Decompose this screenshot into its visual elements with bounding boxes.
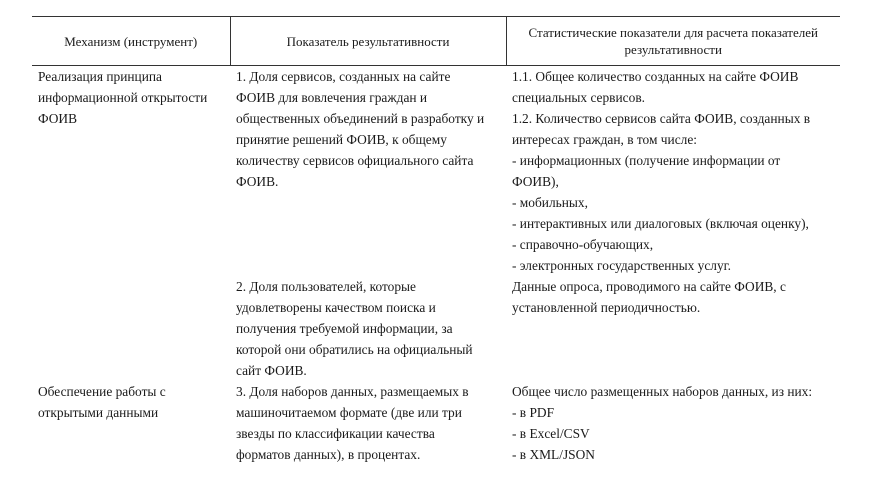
text-line: - в PDF	[512, 405, 555, 420]
text-line: - в Excel/CSV	[512, 426, 590, 441]
text-line: звезды по классификации качества	[236, 426, 435, 441]
stats-cell	[506, 276, 840, 381]
table-row	[32, 66, 840, 277]
text-line: - интерактивных или диалоговых (включая оценку),	[512, 216, 809, 231]
text-line: Реализация принципа	[38, 69, 162, 84]
text-line: установленной периодичностью.	[512, 300, 701, 315]
text-line: машиночитаемом формате (две или три	[236, 405, 462, 420]
text-line: получения требуемой информации, за	[236, 321, 453, 336]
text-line: Обеспечение работы с	[38, 384, 166, 399]
text-line: 2. Доля пользователей, которые	[236, 279, 416, 294]
text-line: ФОИВ),	[512, 174, 559, 189]
header-indicator: Показатель результативности	[230, 17, 506, 66]
text-line: удовлетворены качеством поиска и	[236, 300, 436, 315]
text-line: 1. Доля сервисов, созданных на сайте	[236, 69, 451, 84]
header-mechanism: Механизм (инструмент)	[32, 17, 230, 66]
text-line: - мобильных,	[512, 195, 588, 210]
text-line: 3. Доля наборов данных, размещаемых в	[236, 384, 469, 399]
text-line: 1.1. Общее количество созданных на сайте ФОИВ	[512, 69, 799, 84]
text-line: 1.2. Количество сервисов сайта ФОИВ, созданных в	[512, 111, 811, 126]
header-stats: Статистические показатели для расчета показателей результативности	[506, 17, 840, 66]
indicators-table	[32, 16, 840, 465]
indicator-cell	[230, 276, 506, 381]
text-line: - информационных (получение информации от	[512, 153, 781, 168]
text-line: сайт ФОИВ.	[236, 363, 307, 378]
mechanism-cell	[32, 276, 230, 381]
text-line: открытыми данными	[38, 405, 159, 420]
indicator-cell	[230, 66, 506, 277]
stats-cell	[506, 381, 840, 465]
text-line: ФОИВ для вовлечения граждан и	[236, 90, 428, 105]
text-line: - справочно-обучающих,	[512, 237, 654, 252]
mechanism-cell	[32, 66, 230, 277]
text-line: количеству сервисов официального сайта	[236, 153, 474, 168]
mechanism-cell	[32, 381, 230, 465]
text-line: специальных сервисов.	[512, 90, 645, 105]
text-line: принятие решений ФОИВ, к общему	[236, 132, 447, 147]
text-line: Данные опроса, проводимого на сайте ФОИВ, с	[512, 279, 786, 294]
text-line: ФОИВ	[38, 111, 78, 126]
text-line: форматов данных), в процентах.	[236, 447, 421, 462]
text-line: интересах граждан, в том числе:	[512, 132, 697, 147]
text-line: - электронных государственных услуг.	[512, 258, 732, 273]
table-row	[32, 276, 840, 381]
stats-cell	[506, 66, 840, 277]
text-line: информационной открытости	[38, 90, 208, 105]
text-line: общественных объединений в разработку и	[236, 111, 485, 126]
text-line: ФОИВ.	[236, 174, 279, 189]
table-header-row	[32, 17, 840, 66]
indicator-cell	[230, 381, 506, 465]
text-line: Общее число размещенных наборов данных, из них:	[512, 384, 813, 399]
table-row	[32, 381, 840, 465]
text-line: которой они обратились на официальный	[236, 342, 473, 357]
text-line: - в XML/JSON	[512, 447, 595, 462]
